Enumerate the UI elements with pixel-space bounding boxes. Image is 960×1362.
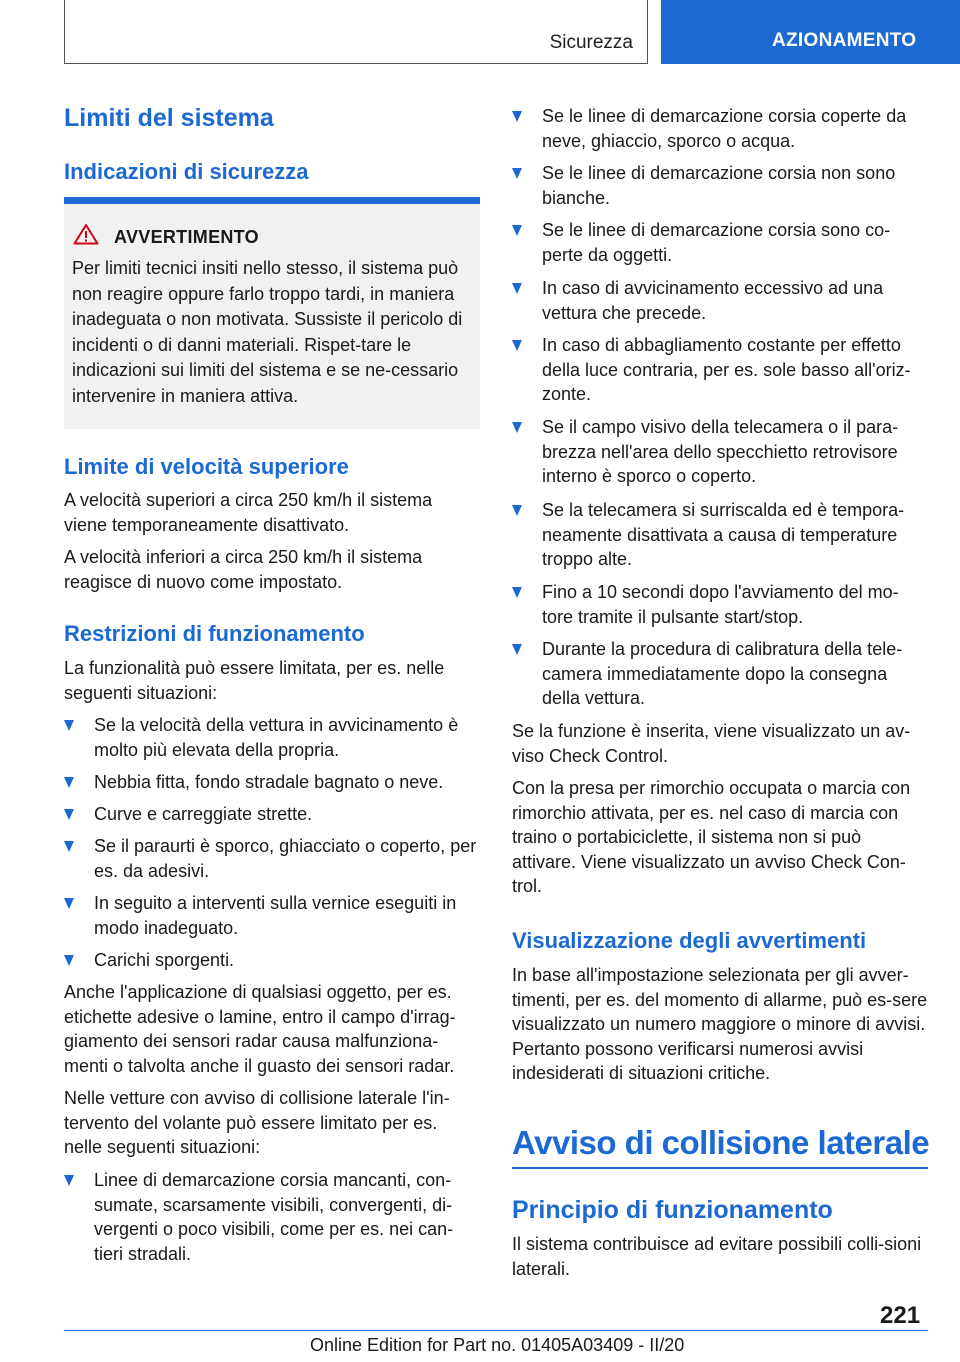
restrictions-heading: Restrizioni di funzionamento — [64, 621, 365, 646]
bullet-triangle-icon — [64, 898, 74, 909]
list-item: Carichi sporgenti. — [64, 948, 480, 973]
bullet-triangle-icon — [64, 1175, 74, 1186]
bullet-triangle-icon — [512, 283, 522, 294]
bullet-triangle-icon — [512, 225, 522, 236]
bullet-triangle-icon — [64, 955, 74, 966]
bullet-triangle-icon — [512, 587, 522, 598]
header-section-tab — [64, 0, 648, 64]
bullet-triangle-icon — [512, 505, 522, 516]
paragraph-warnings: In base all'impostazione selezionata per gli avver-timenti, per es. del momento di allarme, può es-sere visualizzato un numero maggiore o minore di avvisi. Pertanto possono verificarsi numerosi avvisi indesiderati di situazioni critiche. — [512, 965, 928, 1083]
paragraph-principle: Il sistema contribuisce ad evitare possibili colli-sioni laterali. — [512, 1234, 922, 1279]
header-section-label: Sicurezza — [549, 32, 633, 53]
speed-paragraph-1: A velocità superiori a circa 250 km/h il sistema viene temporaneamente disattivato. — [64, 490, 433, 535]
list-item: Linee di demarcazione corsia mancanti, con-sumate, scarsamente visibili, convergenti, di-vergenti o poco visibili, come per es. nei can-tieri stradali. — [64, 1168, 480, 1266]
list-item: Durante la procedura di calibratura della tele-camera immediatamente dopo la consegna della vettura. — [512, 637, 928, 711]
bullet-triangle-icon — [64, 720, 74, 731]
principle-heading: Principio di funzionamento — [512, 1196, 833, 1224]
warning-text: Per limiti tecnici insiti nello stesso, il sistema può non reagire oppure farlo troppo tardi, in maniera inadeguata o non motivata. Sussiste il pericolo di incidenti o di danni materiali. Rispet-tare le indicazioni sui limiti del sistema e se ne-cessario intervenire in maniera attiva. — [72, 258, 463, 406]
list-item: Se le linee di demarcazione corsia non sono bianche. — [512, 161, 928, 210]
list-item: In seguito a interventi sulla vernice eseguiti in modo inadeguato. — [64, 891, 480, 940]
chapter-section-title: Avviso di collisione laterale — [512, 1124, 930, 1161]
bullet-triangle-icon — [64, 777, 74, 788]
list-item: Curve e carreggiate strette. — [64, 802, 480, 827]
list-item: Se le linee di demarcazione corsia sono co-perte da oggetti. — [512, 218, 928, 267]
page-number: 221 — [880, 1302, 921, 1329]
subsection-title: Indicazioni di sicurezza — [64, 159, 309, 184]
bullet-triangle-icon — [64, 841, 74, 852]
footer-edition: Online Edition for Part no. 01405A03409 - II/20 — [310, 1335, 685, 1355]
list-item: Se la velocità della vettura in avvicinamento è molto più elevata della propria. — [64, 713, 480, 762]
warning-box — [64, 197, 480, 429]
bullet-triangle-icon — [512, 168, 522, 179]
list-item: Se il paraurti è sporco, ghiacciato o coperto, per es. da adesivi. — [64, 834, 480, 883]
warnings-display-heading: Visualizzazione degli avvertimenti — [512, 928, 867, 953]
header-chapter-tab — [661, 0, 960, 64]
bullet-triangle-icon — [512, 340, 522, 351]
restrictions-intro: La funzionalità può essere limitata, per es. nelle seguenti situazioni: — [64, 658, 445, 703]
section-title-rule — [512, 1167, 928, 1169]
speed-limit-heading: Limite di velocità superiore — [64, 454, 349, 479]
paragraph-steering: Nelle vetture con avviso di collisione laterale l'in-tervento del volante può essere limitato per es. nelle seguenti situazioni: — [64, 1088, 450, 1157]
list-item: In caso di abbagliamento costante per effetto della luce contraria, per es. sole basso all'oriz-zonte. — [512, 333, 928, 407]
list-item: Nebbia fitta, fondo stradale bagnato o neve. — [64, 770, 480, 795]
list-item: Se la telecamera si surriscalda ed è tempora-neamente disattivata a causa di temperature troppo alte. — [512, 498, 928, 572]
list-item: Se il campo visivo della telecamera o il para-brezza nell'area dello specchietto retrovisore interno è sporco o coperto. — [512, 415, 928, 489]
header-chapter-label: AZIONAMENTO — [772, 30, 917, 51]
speed-paragraph-2: A velocità inferiori a circa 250 km/h il sistema reagisce di nuovo come impostato. — [64, 547, 423, 592]
section-title: Limiti del sistema — [64, 104, 274, 132]
list-item: Se le linee di demarcazione corsia coperte da neve, ghiaccio, sporco o acqua. — [512, 104, 928, 153]
list-item: Fino a 10 secondi dopo l'avviamento del mo-tore tramite il pulsante start/stop. — [512, 580, 928, 629]
bullet-triangle-icon — [512, 111, 522, 122]
warning-triangle-icon — [73, 223, 99, 245]
bullet-triangle-icon — [512, 644, 522, 655]
paragraph-check-control: Se la funzione è inserita, viene visualizzato un av-viso Check Control. — [512, 721, 911, 766]
footer-rule — [64, 1330, 928, 1331]
paragraph-radar: Anche l'applicazione di qualsiasi oggetto, per es. etichette adesive o lamine, entro il campo d'irrag-giamento dei sensori radar causa malfunziona-menti o talvolta anche il guasto dei sensori radar. — [64, 982, 456, 1076]
paragraph-trailer: Con la presa per rimorchio occupata o marcia con rimorchio attivata, per es. nel caso di marcia con traino o portabiciclette, il sistema non si può attivare. Viene visualizzato un avviso Check Con-trol. — [512, 778, 911, 896]
list-item: In caso di avvicinamento eccessivo ad una vettura che precede. — [512, 276, 928, 325]
warning-top-bar — [64, 197, 480, 204]
bullet-triangle-icon — [512, 422, 522, 433]
warning-title: AVVERTIMENTO — [114, 227, 259, 247]
bullet-triangle-icon — [64, 809, 74, 820]
